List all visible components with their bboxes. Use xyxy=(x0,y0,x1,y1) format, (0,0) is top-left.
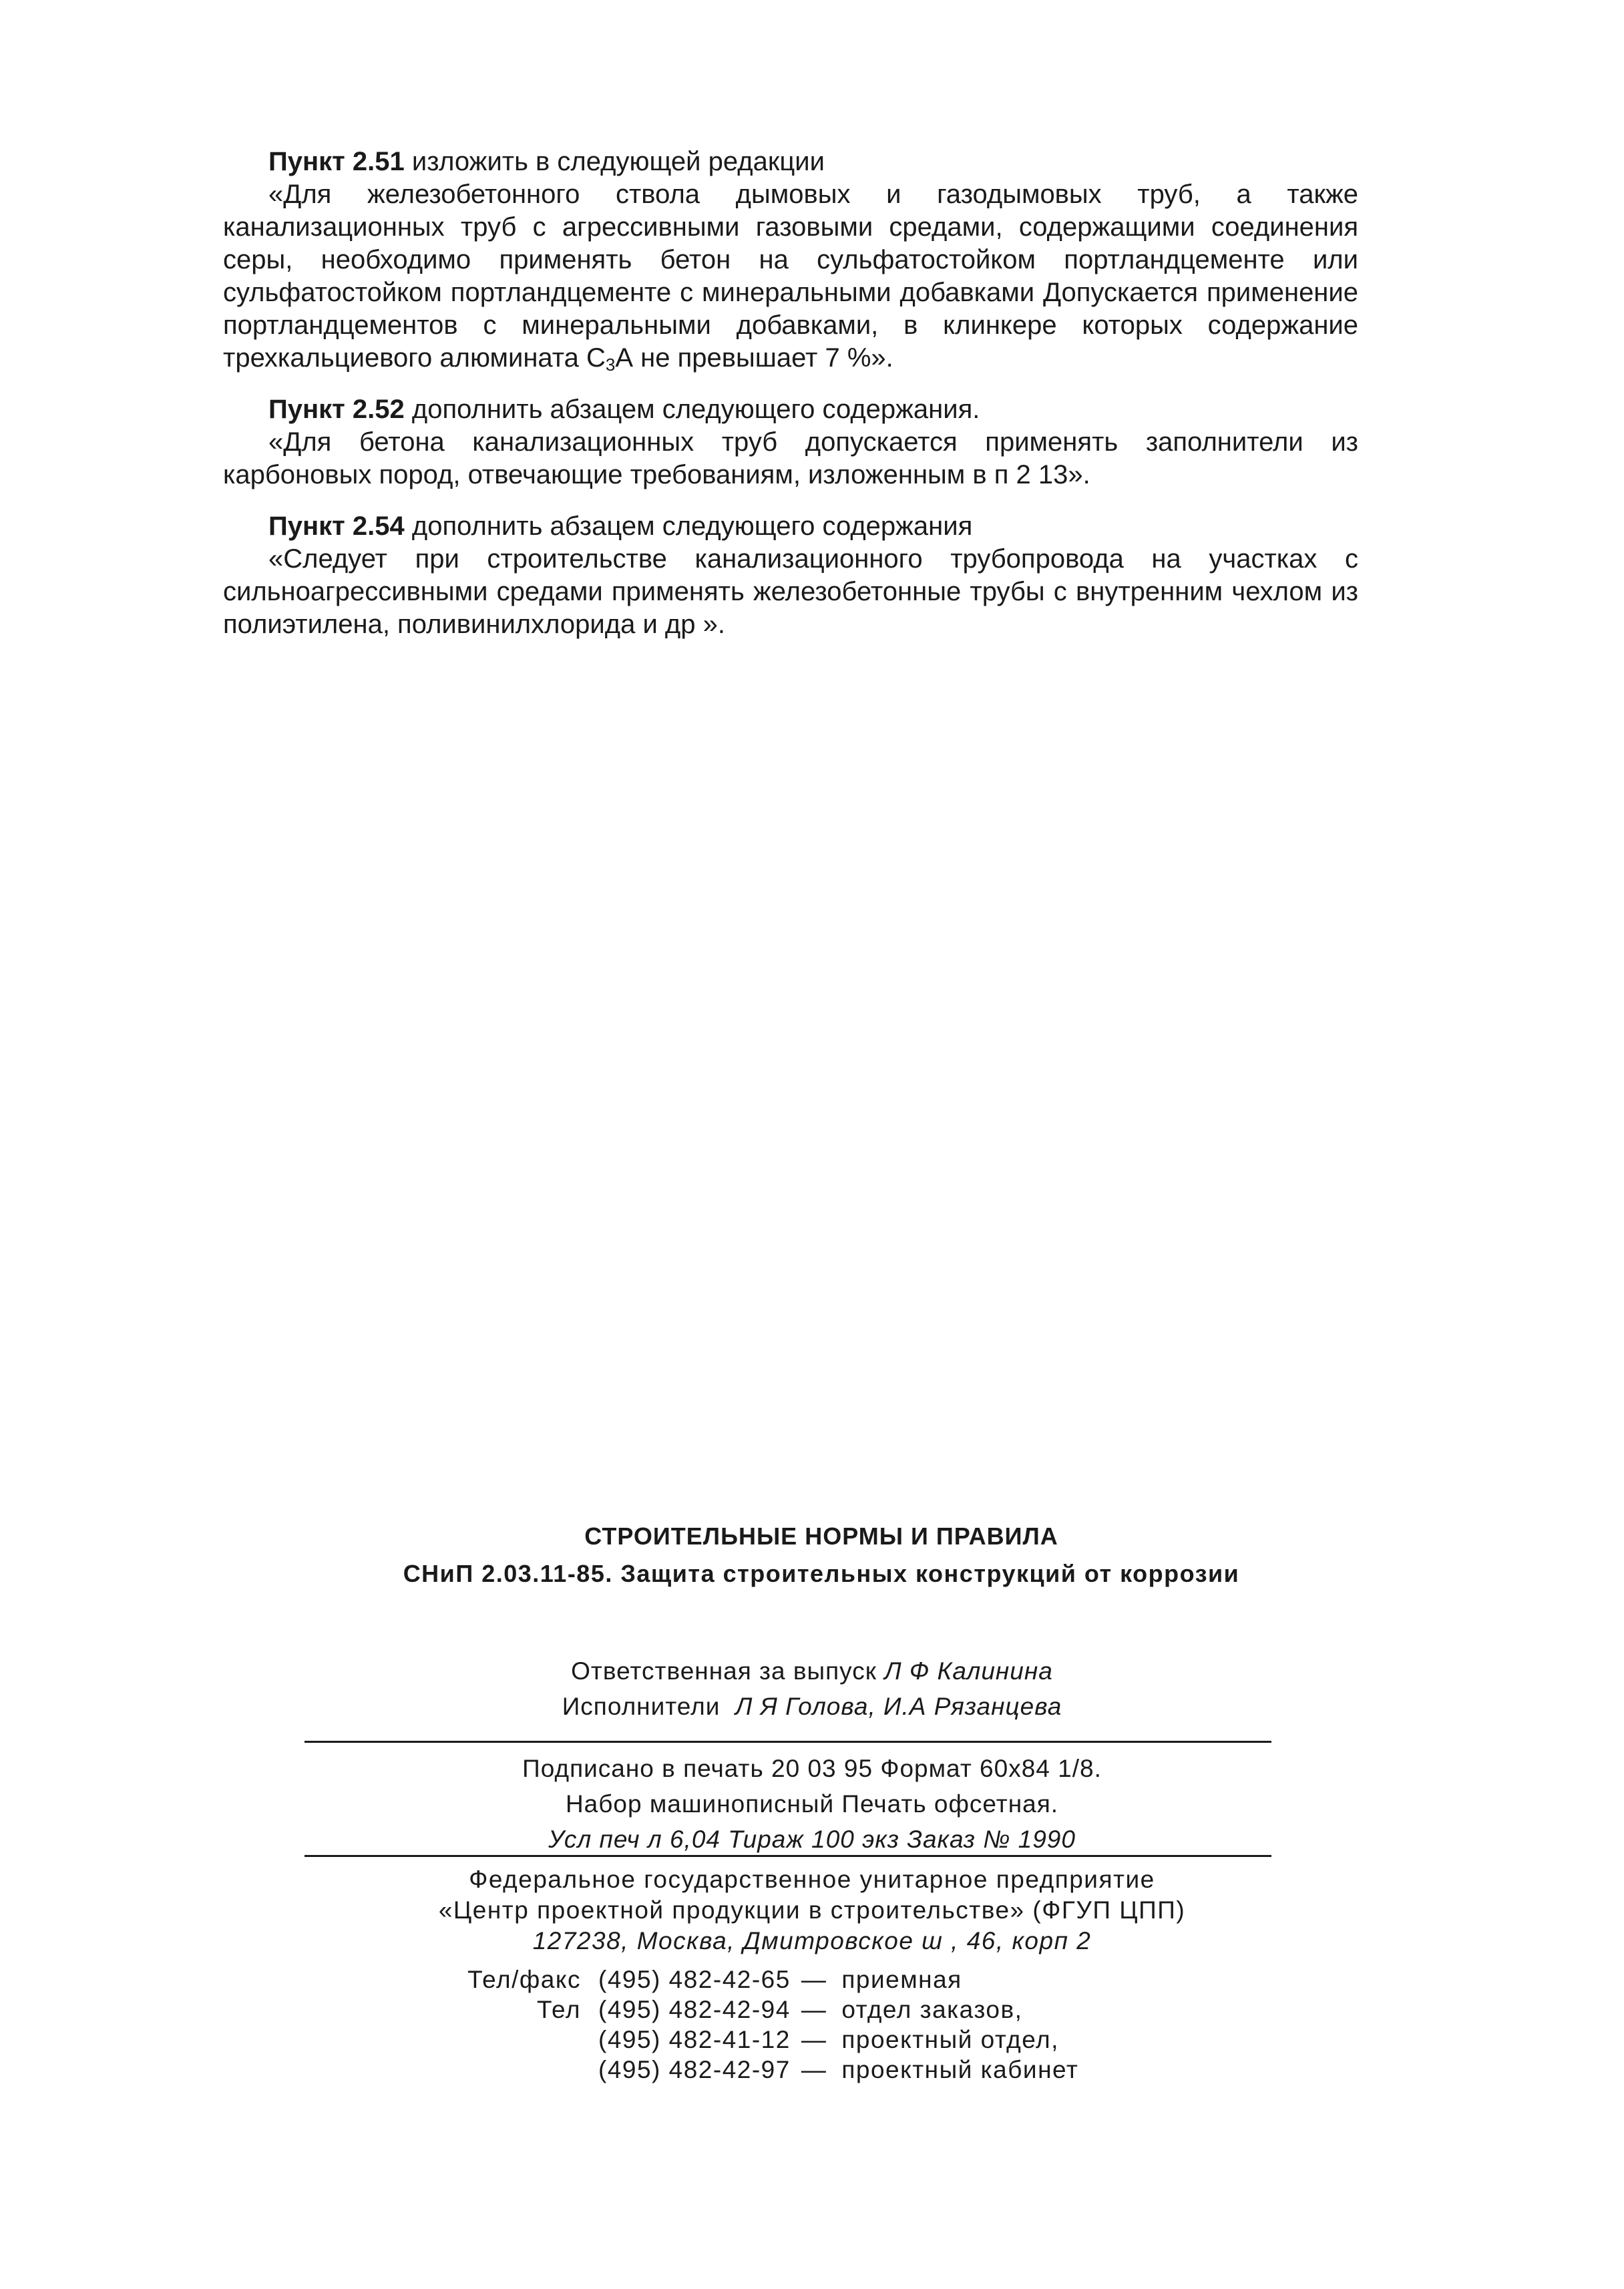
amendment-2-51 xyxy=(223,146,1358,375)
amendment-text: «Следует при строительстве канализационного трубопровода на участках с сильноагрессивными средами применять железобетонные трубы с внутренним чехлом из полиэтилена, поливинилхлорида и др ». xyxy=(223,544,1358,639)
contact-row xyxy=(427,2025,1078,2055)
subscript: 3 xyxy=(605,355,616,375)
contact-phone: (495) 482-42-65 xyxy=(598,1966,791,1993)
contact-kind: Тел/факс xyxy=(467,1966,581,1993)
imprint-line: Усл печ л 6,04 Тираж 100 экз Заказ № 1990 xyxy=(548,1826,1076,1853)
amendment-label: Пункт 2.52 xyxy=(268,395,405,424)
contact-phone: (495) 482-42-97 xyxy=(598,2056,791,2083)
contact-dash: — xyxy=(801,2056,827,2083)
publisher-line: «Центр проектной продукции в строительстве» (ФГУП ЦПП) xyxy=(438,1896,1186,1924)
amendment-label: Пункт 2.51 xyxy=(268,147,405,176)
contact-purpose: проектный отдел, xyxy=(841,2026,1059,2053)
amendment-2-52 xyxy=(223,393,1358,491)
contact-phone: (495) 482-41-12 xyxy=(598,2026,791,2053)
amendment-2-54 xyxy=(223,510,1358,641)
amendment-intro: дополнить абзацем следующего содержания. xyxy=(411,395,980,424)
contact-dash: — xyxy=(801,1966,827,1993)
amendments-section xyxy=(223,146,1358,660)
amendment-label: Пункт 2.54 xyxy=(268,511,405,541)
contact-kind: Тел xyxy=(537,1996,581,2023)
contact-purpose: приемная xyxy=(841,1966,962,1993)
publisher-address: 127238, Москва, Дмитровское ш , 46, корп 2 xyxy=(532,1927,1092,1954)
imprint xyxy=(0,1751,1624,1857)
executors-names: Л Я Голова, И.А Рязанцева xyxy=(735,1693,1062,1720)
amendment-heading xyxy=(223,146,1358,178)
responsible-row xyxy=(0,1653,1624,1689)
amendment-heading xyxy=(223,510,1358,543)
amendment-intro: изложить в следующей редакции xyxy=(411,147,825,176)
contact-dash: — xyxy=(801,1996,827,2023)
responsible-name: Л Ф Калинина xyxy=(884,1657,1053,1685)
publisher-line: Федеральное государственное унитарное предприятие xyxy=(469,1866,1155,1893)
divider-top xyxy=(304,1741,1271,1743)
publisher xyxy=(0,1864,1624,1956)
contact-row xyxy=(427,1964,1078,1995)
contact-kind xyxy=(427,2055,598,2085)
contact-purpose: отдел заказов, xyxy=(841,1996,1023,2023)
contact-kind xyxy=(427,2025,598,2055)
amendment-text-part: А не превышает 7 %». xyxy=(615,343,893,373)
amendment-intro: дополнить абзацем следующего содержания xyxy=(411,511,973,541)
contacts-table xyxy=(427,1964,1078,2085)
imprint-line: Подписано в печать 20 03 95 Формат 60x84 1/8. xyxy=(522,1755,1102,1782)
executors-row xyxy=(0,1689,1624,1724)
imprint-line: Набор машинописный Печать офсетная. xyxy=(565,1790,1059,1818)
amendment-text xyxy=(223,178,1358,375)
divider-bottom xyxy=(304,1855,1271,1857)
executors-label: Исполнители xyxy=(562,1693,721,1720)
contact-row xyxy=(427,1995,1078,2025)
amendment-text-part: «Для железобетонного ствола дымовых и газодымовых труб, а также канализационных труб с агрессивными газовыми средами, содержащими соединения серы, необходимо применять бетон на сульфатостойком портландцементе или сульфатостойком портландцементе с минеральными добавками Допускается применение портландцементов с минеральными добавками, в клинкере которых содержание трехкальциевого алюмината С xyxy=(223,180,1358,373)
contact-phone: (495) 482-42-94 xyxy=(598,1996,791,2023)
credits xyxy=(0,1653,1624,1724)
amendment-heading xyxy=(223,393,1358,426)
colophon-title: СТРОИТЕЛЬНЫЕ НОРМЫ И ПРАВИЛА xyxy=(584,1522,1058,1550)
contact-purpose: проектный кабинет xyxy=(841,2056,1079,2083)
colophon-subtitle: СНиП 2.03.11-85. Защита строительных конструкций от коррозии xyxy=(403,1560,1240,1587)
responsible-label: Ответственная за выпуск xyxy=(571,1657,877,1685)
amendment-text: «Для бетона канализационных труб допускается применять заполнители из карбоновых пород, отвечающие требованиям, изложенным в п 2 13». xyxy=(223,427,1358,489)
contact-row xyxy=(427,2055,1078,2085)
contact-dash: — xyxy=(801,2026,827,2053)
